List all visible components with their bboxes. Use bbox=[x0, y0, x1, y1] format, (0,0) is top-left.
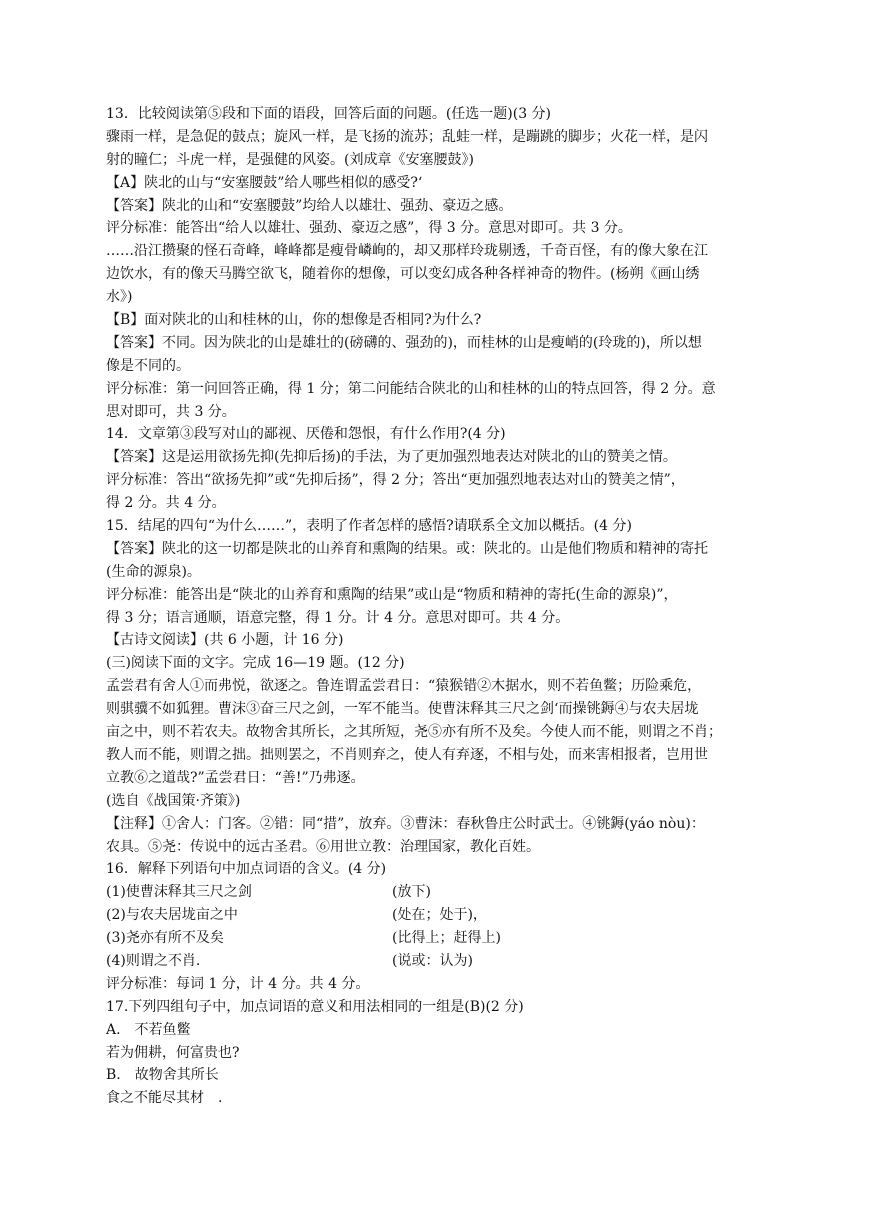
passage-line: 立教⑥之道哉?”孟尝君日：“善!”乃弗逐。 bbox=[106, 769, 365, 786]
answer-line: 【答案】不同。因为陕北的山是雄壮的(磅礴的、强劲的)，而桂林的山是瘦峭的(玲珑的)，所以想 bbox=[106, 334, 702, 351]
text-line: 像是不同的。 bbox=[106, 357, 190, 374]
question-17-heading: 17.下列四组句子中，加点词语的意义和用法相同的一组是(B)(2 分) bbox=[106, 998, 524, 1015]
vocab-term: (2)与农夫居垅亩之中 bbox=[106, 907, 238, 924]
text-line: 【A】陕北的山与“安塞腰鼓”给人哪些相似的感受?‘ bbox=[106, 174, 423, 191]
passage-line: 教人而不能，则谓之拙。拙则罢之，不肖则弃之，使人有弃逐，不相与处，而来害相报者，岂用世 bbox=[106, 746, 708, 763]
vocab-term: (1)使曹沫释其三尺之剑 bbox=[106, 884, 252, 901]
scoring-line: 评分标准：每词 1 分，计 4 分。共 4 分。 bbox=[106, 975, 370, 992]
vocab-item bbox=[106, 881, 768, 904]
option-line: B. 故物舍其所长 bbox=[106, 1067, 219, 1084]
option-line: 若为佣耕，何富贵也? bbox=[106, 1044, 240, 1061]
text-line: 得 2 分。共 4 分。 bbox=[106, 495, 226, 512]
scoring-line: 评分标准：第一问回答正确，得 1 分；第二问能结合陕北的山和桂林的山的特点回答，得 2 分。意 bbox=[106, 380, 716, 397]
text-line: 得 3 分；语言通顺，语意完整，得 1 分。计 4 分。意思对即可。共 4 分。 bbox=[106, 609, 570, 626]
text-line: ……沿江攒聚的怪石奇峰，峰峰都是瘦骨嶙峋的，却又那样玲珑剔透，千奇百怪，有的像大象在江 bbox=[106, 243, 708, 260]
text-line: 射的瞳仁；斗虎一样，是强健的风姿。(刘成章《安塞腰鼓》) bbox=[106, 151, 474, 168]
notes-line: 农具。⑤尧：传说中的远古圣君。⑥用世立教：治理国家，教化百姓。 bbox=[106, 838, 540, 855]
text-line: (生命的源泉)。 bbox=[106, 563, 201, 580]
question-15-heading: 15．结尾的四句“为什么……”，表明了作者怎样的感悟?请联系全文加以概括。(4 分) bbox=[106, 518, 632, 535]
question-14-heading: 14．文章第③段写对山的鄙视、厌倦和怨恨，有什么作用?(4 分) bbox=[106, 426, 506, 443]
text-line: 水》) bbox=[106, 289, 133, 306]
passage-line: 亩之中，则不若农夫。故物舍其所长，之其所短，尧⑤亦有所不及矣。今使人而不能，则谓之不肖； bbox=[106, 724, 722, 741]
tail-block bbox=[106, 973, 768, 1110]
source-line: (选自《战国策·齐策》) bbox=[106, 792, 241, 809]
vocab-meaning: (说或：认为) bbox=[392, 952, 473, 969]
notes-line: 【注释】①舍人：门客。②错：同“措”，放弃。③曹沫：春秋鲁庄公时武士。④铫鎒(yáo nòu)： bbox=[106, 815, 705, 832]
section-heading: 【古诗文阅读】(共 6 小题，计 16 分) bbox=[106, 632, 344, 649]
question-13-heading: 13．比较阅读第⑤段和下面的语段，回答后面的问题。(任选一题)(3 分) bbox=[106, 106, 552, 122]
text-line: (三)阅读下面的文字。完成 16—19 题。(12 分) bbox=[106, 655, 405, 672]
passage-line: 孟尝君有舍人①而弗悦，欲逐之。鲁连谓孟尝君日：“猿猴错②木据水，则不若鱼鳖；历险乘危， bbox=[106, 678, 702, 695]
vocab-term: (4)则谓之不肖. bbox=[106, 952, 201, 969]
vocab-term: (3)尧亦有所不及矣 bbox=[106, 930, 224, 947]
vocab-meaning: (放下) bbox=[392, 884, 431, 901]
scoring-line: 评分标准：能答出“给人以雄壮、强劲、豪迈之感”，得 3 分。意思对即可。共 3 分。 bbox=[106, 220, 632, 237]
answer-line: 【答案】这是运用欲扬先抑(先抑后扬)的手法，为了更加强烈地表达对陕北的山的赞美之情。 bbox=[106, 449, 677, 466]
scoring-line: 评分标准：能答出是“陕北的山养育和熏陶的结果”或山是“物质和精神的寄托(生命的源泉)”， bbox=[106, 586, 678, 603]
answer-line: 【答案】陕北的山和“安塞腰鼓”均给人以雄壮、强劲、豪迈之感。 bbox=[106, 197, 513, 214]
vocab-meaning: (比得上；赶得上) bbox=[392, 930, 501, 947]
vocab-item bbox=[106, 927, 768, 950]
answer-line: 【答案】陕北的这一切都是陕北的山养育和熏陶的结果。或：陕北的。山是他们物质和精神的寄托 bbox=[106, 540, 708, 557]
vocab-item bbox=[106, 904, 768, 927]
text-line: 骤雨一样，是急促的鼓点；旋风一样，是飞扬的流苏；乱蛙一样，是蹦跳的脚步；火花一样，是闪 bbox=[106, 128, 708, 145]
vocab-list bbox=[106, 881, 768, 973]
document-page bbox=[106, 103, 768, 1110]
vocab-meaning: (处在；处于)， bbox=[392, 907, 487, 924]
option-line: A. 不若鱼鳖 bbox=[106, 1021, 191, 1038]
vocab-item bbox=[106, 950, 768, 973]
option-line: 食之不能尽其材 . bbox=[106, 1090, 223, 1107]
question-16-heading: 16．解释下列语句中加点词语的含义。(4 分) bbox=[106, 861, 387, 878]
text-line: 思对即可，共 3 分。 bbox=[106, 403, 236, 420]
passage-line: 则骐骥不如狐狸。曹沫③奋三尺之剑，一军不能当。使曹沫释其三尺之剑‘而操铫鎒④与农夫居垅 bbox=[106, 701, 699, 718]
text-line: 【B】面对陕北的山和桂林的山，你的想像是否相同?为什么? bbox=[106, 312, 482, 329]
text-line: 边饮水，有的像天马腾空欲飞，随着你的想像，可以变幻成各种各样神奇的物件。(杨朔《画山绣 bbox=[106, 266, 700, 283]
scoring-line: 评分标准：答出“欲扬先抑”或“先抑后扬”，得 2 分；答出“更加强烈地表达对山的赞美之情”， bbox=[106, 472, 685, 489]
lines-block bbox=[106, 103, 768, 881]
